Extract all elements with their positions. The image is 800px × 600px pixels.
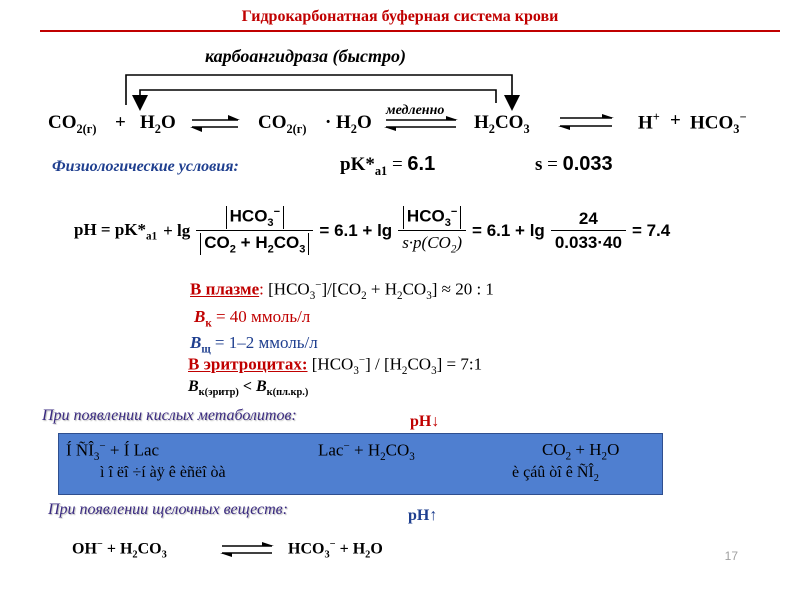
alkali-arrow (220, 542, 274, 557)
eq1-plus-2: + (670, 110, 681, 131)
hh-fraction-1: $\frac{HCO_3^-}{CO_2 + H_2CO_3}$ (196, 206, 313, 255)
enzyme-label: карбоангидраза (быстро) (205, 46, 406, 66)
slide-title: Гидрокарбонатная буферная система крови (241, 8, 559, 25)
plasma-ratio: В плазме: $[HCO_3^-]/[CO_2 + H_2CO_3] \approx 20$ : 1 (190, 279, 494, 303)
page-number: 17 (724, 549, 738, 563)
eq1-co2-dissolved: $CO_{2(г)}$ (258, 112, 307, 136)
alkali-eq-right: $HCO_3^- + H_2O$ (288, 539, 383, 561)
henderson-hasselbalch (74, 206, 670, 255)
physio-label: Физиологические условия: (52, 158, 239, 175)
acid-eq-left: Í $ÑÎ_3^-$ + Í Lac (66, 440, 160, 464)
eq1-dot: · (325, 112, 332, 133)
hh-eq-1: = 6.1 + lg (319, 220, 393, 240)
equilibrium-arrow-2 (558, 114, 614, 130)
alkali-label: При появлении щелочных веществ: (48, 501, 288, 518)
slow-label: медленно (386, 103, 445, 118)
alkali-eq-left: $OH^- + H_2CO_3$ (72, 539, 167, 561)
equilibrium-arrow-1 (190, 115, 240, 132)
solubility-value: s = 0.033 (535, 153, 613, 175)
acid-capacity: $B_к = 40$ ммоль/л (194, 307, 311, 330)
fast-arrow-back (140, 90, 496, 103)
hh-plus-lg: + lg (163, 220, 191, 240)
acid-row2-right: è çáû òî ê $ÑÎ_2$ (512, 464, 599, 485)
eq1-h2o-dissolved: $H_2O$ (336, 112, 372, 136)
pka-value: $pK*_{a1} = 6.1$ (340, 153, 436, 178)
eq1-hco3: $HCO_3^-$ (690, 110, 747, 137)
hh-lhs: pH = $pK*_{a1}$ (74, 219, 158, 242)
acid-eq-middle: $Lac^- + H_2CO_3$ (318, 440, 415, 464)
hh-result: = 7.4 (631, 220, 671, 240)
acid-row2-left: ì î ëî ÷í àÿ ê èñëî òà (100, 464, 226, 481)
acid-metabolites-label: При появлении кислых метаболитов: (42, 407, 297, 424)
eq1-h2co3: $H_2CO_3$ (474, 112, 530, 136)
acid-eq-right: $CO_2 + H_2O$ (542, 440, 620, 463)
hh-fraction-2: $\frac{HCO_3^-}{s\cdot p(CO_2)}$ (398, 206, 466, 255)
erythrocyte-ratio: В эритроцитах: $[HCO_3^-] / [H_2CO_3]$ = 7:1 (188, 354, 483, 378)
capacity-comparison: $B_{к(эритр)} < B_{к(пл.кр.)}$ (188, 378, 309, 399)
eq1-co2: $CO_{2(г)}$ (48, 112, 97, 136)
hh-fraction-3: $\frac{24}{0.033\cdot 40}$ (551, 209, 626, 253)
eq1-plus: + (115, 112, 126, 133)
eq1-h2o: $H_2O$ (140, 112, 176, 136)
ph-up-label: pH↑ (408, 507, 438, 524)
ph-down-label: pH↓ (410, 413, 440, 430)
eq1-hplus: H+ (638, 110, 660, 134)
alkali-capacity: $B_щ = 1-2$ ммоль/л (190, 333, 318, 356)
hh-eq-2: = 6.1 + lg (472, 220, 545, 240)
